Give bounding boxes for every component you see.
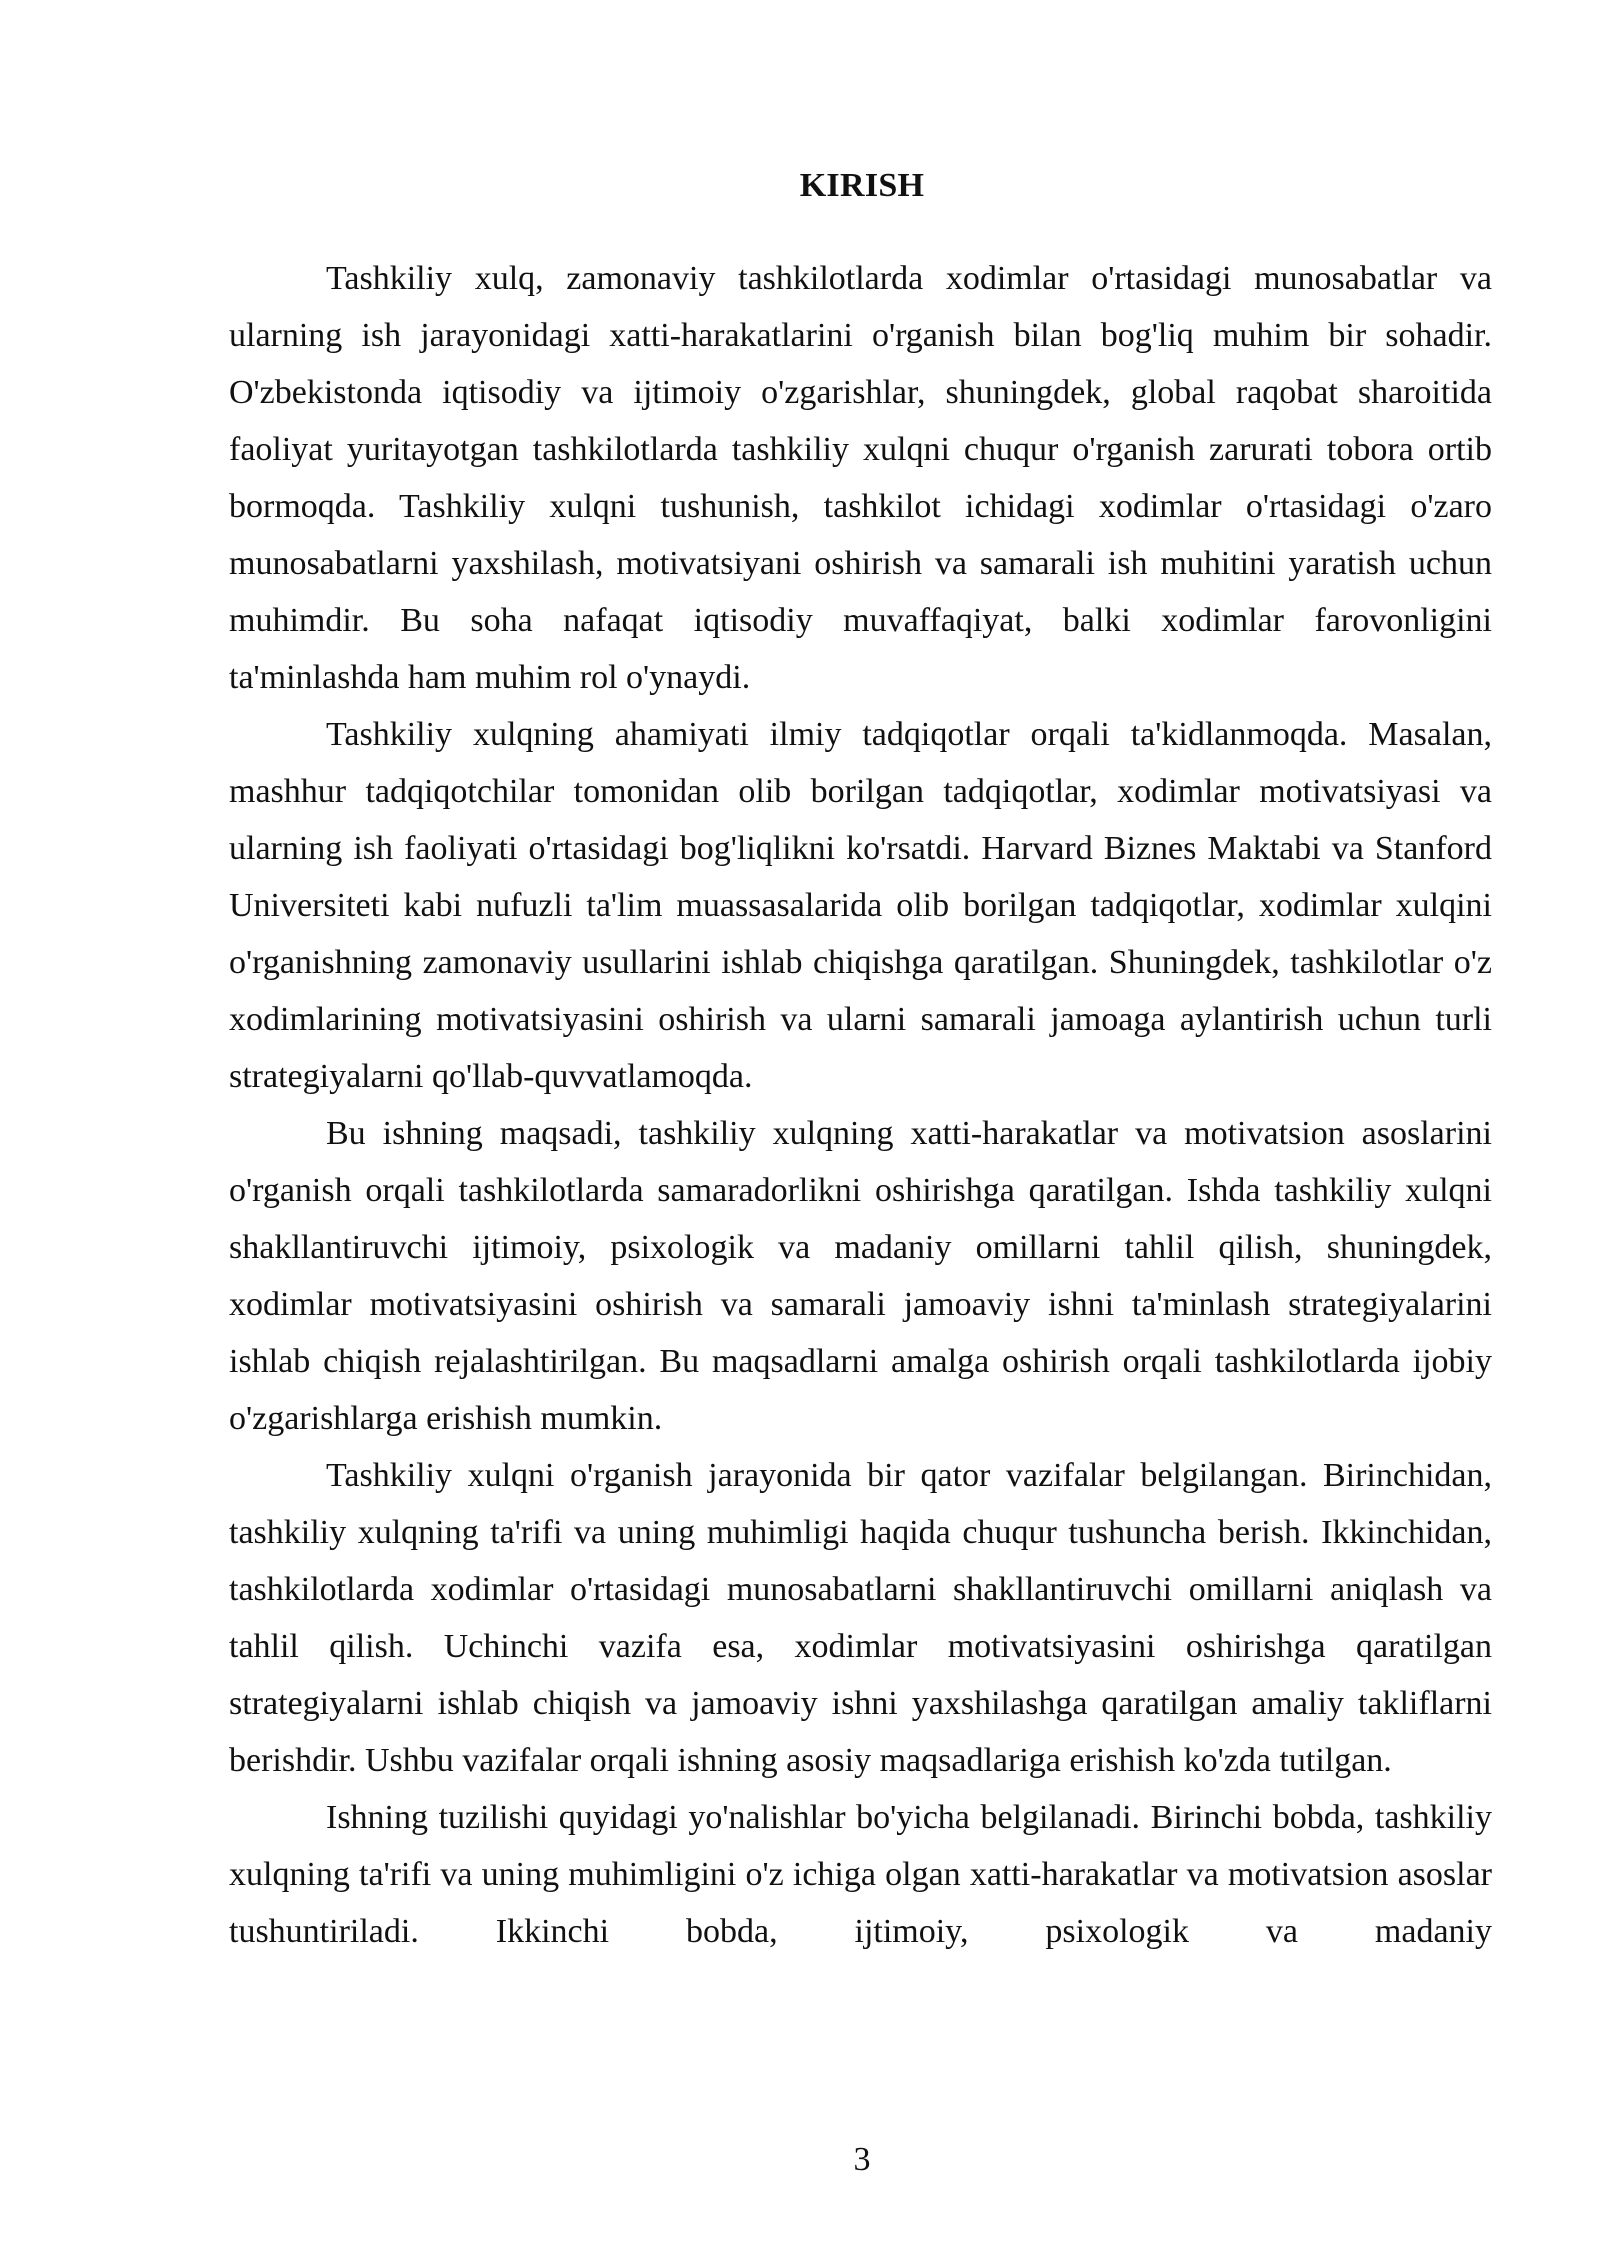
paragraph-2: Tashkiliy xulqning ahamiyati ilmiy tadqiqotlar orqali ta'kidlanmoqda. Masalan, mashhur tadqiqotchilar tomonidan olib borilgan tadqiqotlar, xodimlar motivatsiyasi va ularning ish faoliyati o'rtasidagi bog'liqlikni ko'rsatdi. Harvard Biznes Maktabi va Stanford Universiteti kabi nufuzli ta'lim muassasalarida olib borilgan tadqiqotlar, xodimlar xulqini o'rganishning zamonaviy usullarini ishlab chiqishga qaratilgan. Shuningdek, tashkilotlar o'z xodimlarining motivatsiyasini oshirish va ularni samarali jamoaga aylantirish uchun turli strategiyalarni qo'llab-quvvatlamoqda. — [229, 716, 1492, 1095]
paragraph-1: Tashkiliy xulq, zamonaviy tashkilotlarda xodimlar o'rtasidagi munosabatlar va ularning ish jarayonidagi xatti-harakatlarini o'rganish bilan bog'liq muhim bir sohadir. O'zbekistonda iqtisodiy va ijtimoiy o'zgarishlar, shuningdek, global raqobat sharoitida faoliyat yuritayotgan tashkilotlarda tashkiliy xulqni chuqur o'rganish zarurati tobora ortib bormoqda. Tashkiliy xulqni tushunish, tashkilot ichidagi xodimlar o'rtasidagi o'zaro munosabatlarni yaxshilash, motivatsiyani oshirish va samarali ish muhitini yaratish uchun muhimdir. Bu soha nafaqat iqtisodiy muvaffaqiyat, balki xodimlar farovonligini ta'minlashda ham muhim rol o'ynaydi. — [229, 260, 1492, 696]
paragraph-3: Bu ishning maqsadi, tashkiliy xulqning xatti-harakatlar va motivatsion asoslarini o'rganish orqali tashkilotlarda samaradorlikni oshirishga qaratilgan. Ishda tashkiliy xulqni shakllantiruvchi ijtimoiy, psixologik va madaniy omillarni tahlil qilish, shuningdek, xodimlar motivatsiyasini oshirish va samarali jamoaviy ishni ta'minlash strategiyalarini ishlab chiqish rejalashtirilgan. Bu maqsadlarni amalga oshirish orqali tashkilotlarda ijobiy o'zgarishlarga erishish mumkin. — [229, 1115, 1492, 1437]
page-number: 3 — [853, 2141, 871, 2178]
body-text — [229, 250, 1492, 1960]
section-title: KIRISH — [799, 167, 925, 204]
paragraph-5: Ishning tuzilishi quyidagi yo'nalishlar bo'yicha belgilanadi. Birinchi bobda, tashkiliy xulqning ta'rifi va uning muhimligini o'z ichiga olgan xatti-harakatlar va motivatsion asoslar tushuntiriladi. Ikkinchi bobda, ijtimoiy, psixologik va madaniy — [229, 1799, 1492, 1950]
paragraph-4: Tashkiliy xulqni o'rganish jarayonida bir qator vazifalar belgilangan. Birinchidan, tashkiliy xulqning ta'rifi va uning muhimligi haqida chuqur tushuncha berish. Ikkinchidan, tashkilotlarda xodimlar o'rtasidagi munosabatlarni shakllantiruvchi omillarni aniqlash va tahlil qilish. Uchinchi vazifa esa, xodimlar motivatsiyasini oshirishga qaratilgan strategiyalarni ishlab chiqish va jamoaviy ishni yaxshilashga qaratilgan amaliy takliflarni berishdir. Ushbu vazifalar orqali ishning asosiy maqsadlariga erishish ko'zda tutilgan. — [229, 1457, 1492, 1779]
